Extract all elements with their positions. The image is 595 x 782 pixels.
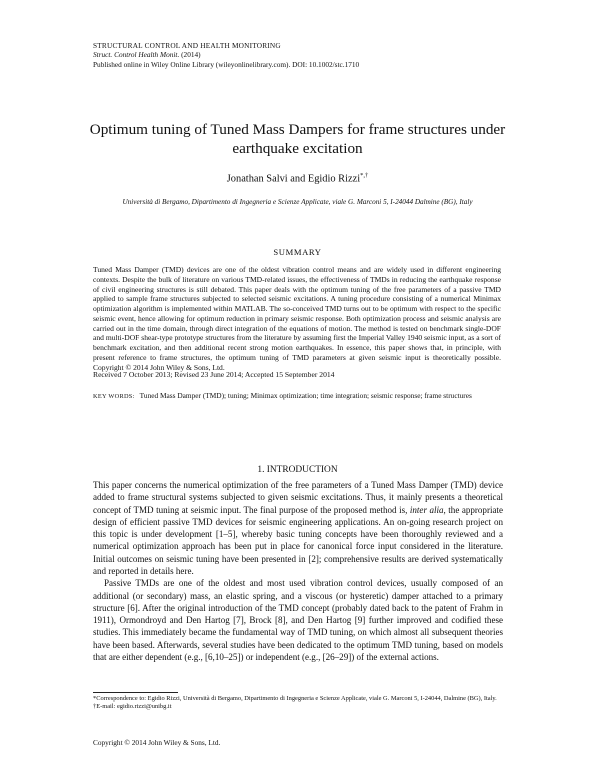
received-dates: Received 7 October 2013; Revised 23 June 2014; Accepted 15 September 2014 <box>93 370 335 379</box>
footnote-email: †E-mail: egidio.rizzi@unibg.it <box>93 703 172 711</box>
author-marks: *,† <box>360 172 369 179</box>
intro-p1-text: This paper concerns the numerical optimization of the free parameters of a Tuned Mass Damper (TMD) device added to frame structural systems subjected to given seismic excitations. Thus, it mainly presents a theoretical concept of TMD tuning at seismic input. The final purpose of the proposed method is, <box>93 480 503 515</box>
intro-p1-text-cont: , the appropriate design of efficient passive TMD devices for seismic engineering applications. An on-going research project on this topic is under development [1–5], whereby basic tuning concepts have been thoroughly reviewed and a numerical optimization approach has been put in place for canonical force input considered in the literature. Initial outcomes on seismic tuning have been presented in [2]; comprehensive results are derived systematically and reported in details here. <box>93 504 504 576</box>
introduction-body <box>93 479 503 663</box>
footnote-rule <box>93 692 178 693</box>
section-heading-introduction: 1. INTRODUCTION <box>257 465 338 475</box>
keywords-text: Tuned Mass Damper (TMD); tuning; Minimax optimization; time integration; seismic response; frame structures <box>139 391 472 400</box>
intro-paragraph-2: Passive TMDs are one of the oldest and most used vibration control devices, usually composed of an additional (or secondary) mass, an elastic spring, and a viscous (or hysteretic) damper attached to a primary structure [6]. After the original introduction of the TMD concept (probably dated back to the patent of Frahm in 1911), Ormondroyd and Den Hartog [7], Brock [8], and Den Hartog [9] further improved and codified these studies. This immediately became the fundamental way of TMD tuning, on which almost all subsequent theories have been based. Afterwards, several studies have been dedicated to the optimum TMD tuning, based on models that are either dependent (e.g., [6,10–25]) or independent (e.g., [26–29]) of the external actions. <box>93 578 503 662</box>
intro-p1-italic: inter alia <box>409 504 444 515</box>
abstract-text: Tuned Mass Damper (TMD) devices are one of the oldest vibration control means and are widely used in different engineering contexts. Despite the bulk of literature on various TMD-related issues, the effectiveness of TMDs in reducing the earthquake response of civil engineering structures is still debated. This paper deals with the optimum tuning of the free parameters of a passive TMD applied to sample frame structures subjected to selected seismic excitations. A tuning procedure consisting of a numerical Minimax optimization algorithm is implemented within MATLAB. The so-conceived TMD turns out to be optimum with respect to the specific seismic event, hence allowing for optimum reduction in primary seismic response. Both optimization process and seismic analysis are carried out in the time domain, through direct integration of the equations of motion. The method is tested on benchmark single-DOF and multi-DOF shear-type prototype structures from the literature by assuming first the Imperial Valley 1940 seismic input, as a sort of benchmark excitation, and then additional recent strong motion earthquakes. In essence, this paper shows that, in principle, with present reference to frame structures, the optimum tuning of TMD parameters at given seismic input is theoretically possible. Copyright © 2014 John Wiley & Sons, Ltd. <box>93 265 501 372</box>
journal-year: (2014) <box>181 50 201 60</box>
keywords <box>93 391 501 402</box>
copyright-footer: Copyright © 2014 John Wiley & Sons, Ltd. <box>93 738 221 747</box>
journal-citation <box>93 50 513 59</box>
affiliation: Università di Bergamo, Dipartimento di Ingegneria e Scienze Applicate, viale G. Marconi 5, I-24044 Dalmine (BG), Italy <box>122 198 473 206</box>
footnotes <box>93 695 503 711</box>
journal-abbreviation: Struct. Control Health Monit. <box>93 50 180 60</box>
intro-paragraph-1 <box>93 479 503 577</box>
keywords-label: KEY WORDS: <box>93 393 135 400</box>
summary-heading: SUMMARY <box>273 247 322 257</box>
author-line <box>60 172 535 184</box>
footnote-correspondence: *Correspondence to: Egidio Rizzi, Università di Bergamo, Dipartimento di Ingegneria e Scienze Applicate, viale G. Marconi 5, I-24044, Dalmine (BG), Italy. <box>93 695 497 702</box>
journal-name: STRUCTURAL CONTROL AND HEALTH MONITORING <box>93 41 281 50</box>
journal-header <box>93 41 513 69</box>
author-names: Jonathan Salvi and Egidio Rizzi <box>226 173 361 185</box>
doi-line: Published online in Wiley Online Library (wileyonlinelibrary.com). DOI: 10.1002/stc.1710 <box>93 59 360 69</box>
paper-title: Optimum tuning of Tuned Mass Dampers for frame structures under earthquake excitation <box>89 121 506 157</box>
